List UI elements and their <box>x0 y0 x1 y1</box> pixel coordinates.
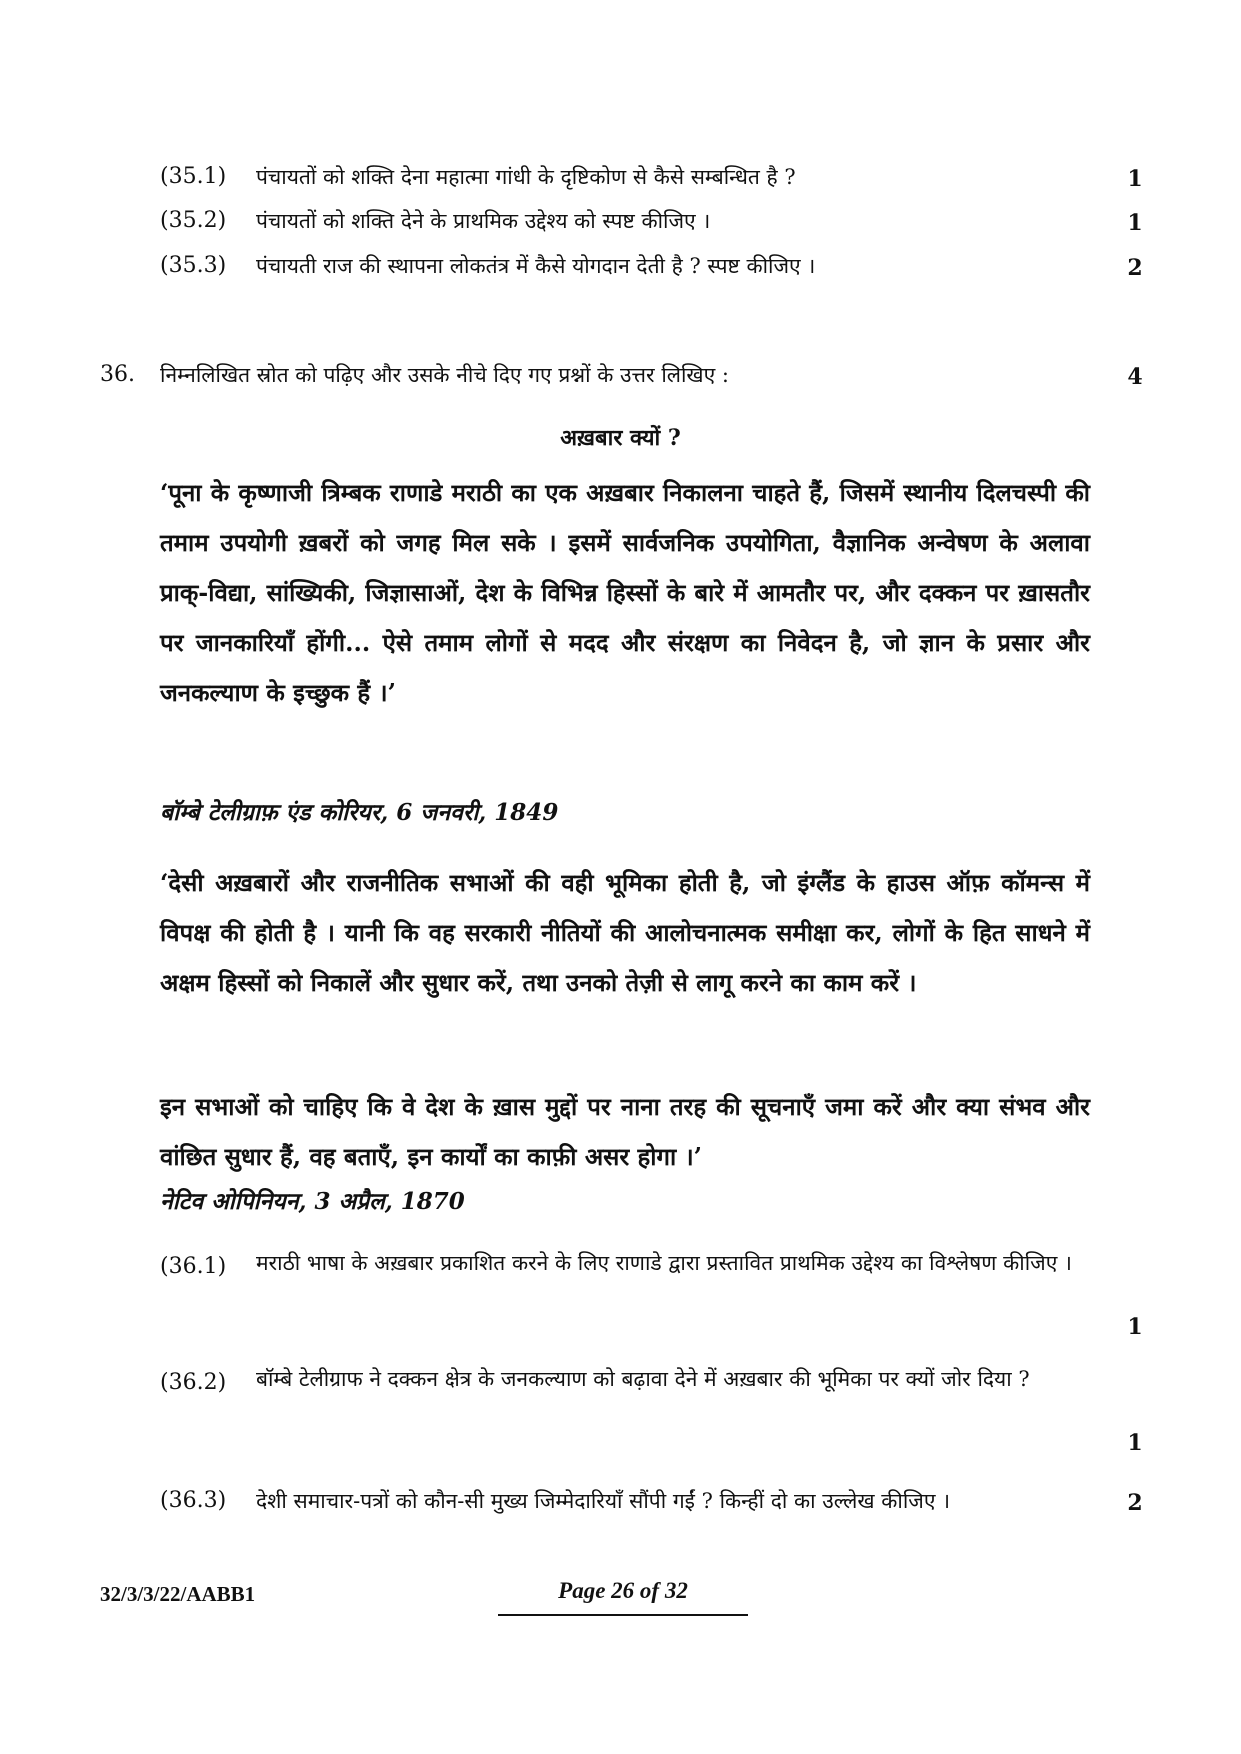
marks: 1 <box>1127 166 1143 192</box>
question-number: 36. <box>100 362 135 387</box>
footer-underline <box>498 1614 748 1616</box>
source-title: अख़बार क्यों ? <box>560 425 681 451</box>
marks: 1 <box>1127 1430 1143 1456</box>
marks: 1 <box>1127 210 1143 236</box>
subquestion-text: पंचायतों को शक्ति देना महात्मा गांधी के दृष्टिकोण से कैसे सम्बन्धित है ? <box>256 165 796 189</box>
question-instruction: निम्नलिखित स्रोत को पढ़िए और उसके नीचे दिए गए प्रश्नों के उत्तर लिखिए : <box>160 363 729 387</box>
marks: 4 <box>1127 364 1143 390</box>
subquestion-number: (36.3) <box>160 1488 227 1513</box>
source-passage: ‘देसी अख़बारों और राजनीतिक सभाओं की वही भूमिका होती है, जो इंग्लैंड के हाउस ऑफ़ कॉमन्स में विपक्ष की होती है । यानी कि वह सरकारी नीतियों की आलोचनात्मक समीक्षा कर, लोगों के हित साधने में अक्षम हिस्सों को निकालें और सुधार करें, तथा उनको तेज़ी से लागू करने का काम करें । <box>160 868 1090 997</box>
marks: 2 <box>1127 255 1143 281</box>
subquestion-text: मराठी भाषा के अख़बार प्रकाशित करने के लिए राणाडे द्वारा प्रस्तावित प्राथमिक उद्देश्य का विश्लेषण कीजिए । <box>256 1251 1072 1275</box>
subquestion-number: (35.1) <box>160 164 227 189</box>
source-passage: ‘पूना के कृष्णाजी त्रिम्बक राणाडे मराठी का एक अख़बार निकालना चाहते हैं, जिसमें स्थानीय दिलचस्पी की तमाम उपयोगी ख़बरों को जगह मिल सके । इसमें सार्वजनिक उपयोगिता, वैज्ञानिक अन्वेषण के अलावा प्राक्-विद्या, सांख्यिकी, जिज्ञासाओं, देश के विभिन्न हिस्सों के बारे में आमतौर पर, और दक्कन पर ख़ासतौर पर जानकारियाँ होंगी... ऐसे तमाम लोगों से मदद और संरक्षण का निवेदन है, जो ज्ञान के प्रसार और जनकल्याण के इच्छुक हैं ।’ <box>160 478 1090 707</box>
source-citation: बॉम्बे टेलीग्राफ़ एंड कोरियर, 6 जनवरी, 1849 <box>160 799 559 826</box>
subquestion-number: (35.3) <box>160 253 227 278</box>
page-number: Page 26 of 32 <box>558 1578 688 1603</box>
marks: 2 <box>1127 1490 1143 1516</box>
subquestion-number: (35.2) <box>160 208 227 233</box>
subquestion-text: पंचायतों को शक्ति देने के प्राथमिक उद्देश्य को स्पष्ट कीजिए । <box>256 209 711 233</box>
source-citation: नेटिव ओपिनियन, 3 अप्रैल, 1870 <box>160 1188 465 1215</box>
subquestion-number: (36.1) <box>160 1254 227 1279</box>
subquestion-number: (36.2) <box>160 1370 227 1395</box>
subquestion-text: पंचायती राज की स्थापना लोकतंत्र में कैसे योगदान देती है ? स्पष्ट कीजिए । <box>256 254 816 278</box>
marks: 1 <box>1127 1314 1143 1340</box>
subquestion-text: देशी समाचार-पत्रों को कौन-सी मुख्य जिम्मेदारियाँ सौंपी गईं ? किन्हीं दो का उल्लेख कीजिए । <box>256 1489 951 1513</box>
subquestion-text: बॉम्बे टेलीग्राफ ने दक्कन क्षेत्र के जनकल्याण को बढ़ावा देने में अख़बार की भूमिका पर क्यों जोर दिया ? <box>256 1367 1030 1391</box>
paper-code: 32/3/3/22/AABB1 <box>100 1582 256 1606</box>
source-passage: इन सभाओं को चाहिए कि वे देश के ख़ास मुद्दों पर नाना तरह की सूचनाएँ जमा करें और क्या संभव और वांछित सुधार हैं, वह बताएँ, इन कार्यों का काफ़ी असर होगा ।’ <box>160 1092 1090 1171</box>
